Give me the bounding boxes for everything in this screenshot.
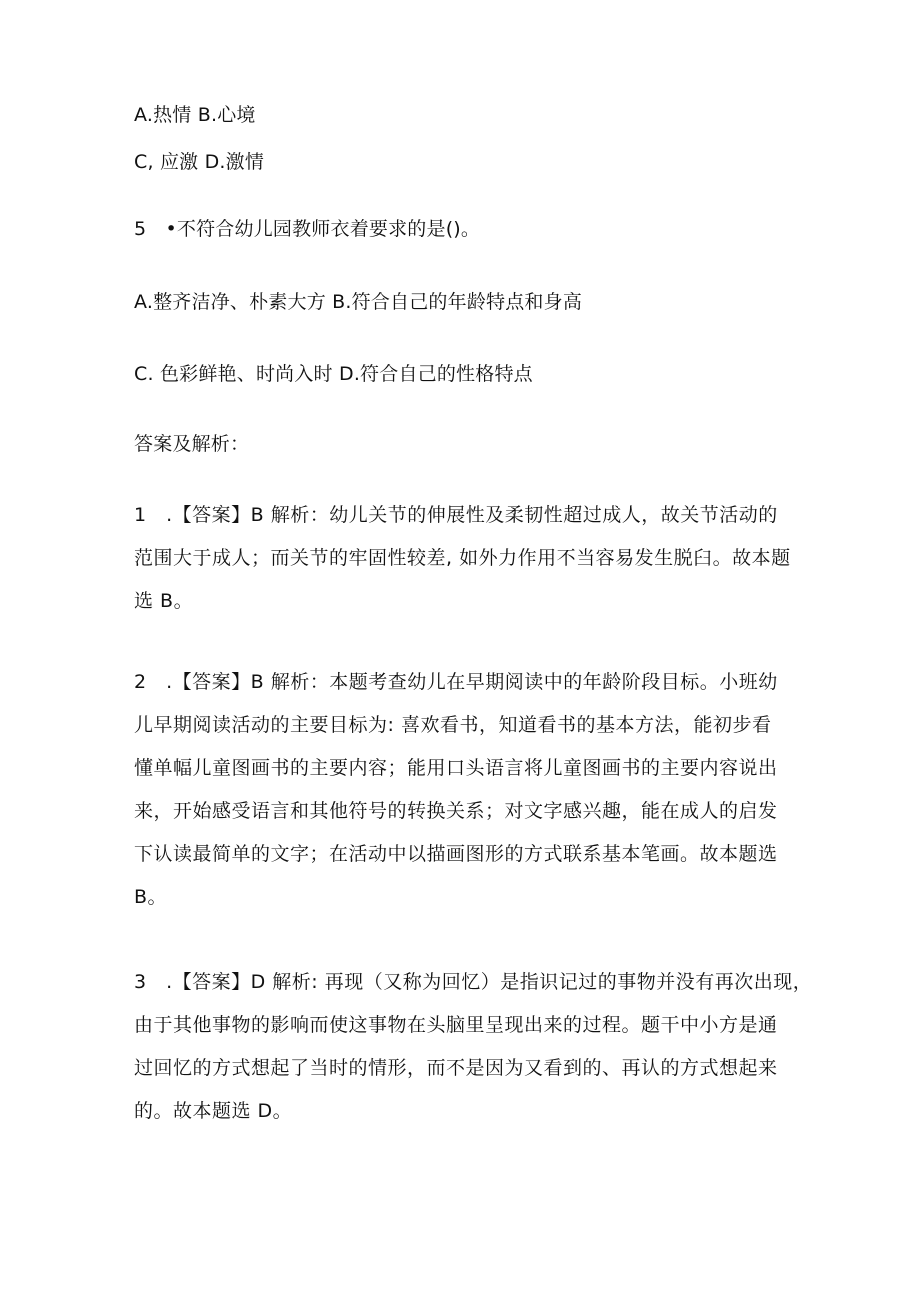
- q5-options-line1: A.整齐洁净、朴素大方 B.符合自己的年龄特点和身高: [134, 291, 583, 313]
- answer-1-line-2: 范围大于成人；而关节的牢固性较差, 如外力作用不当容易发生脱臼。故本题: [134, 547, 791, 569]
- q5-stem: 5 •不符合幼儿园教师衣着要求的是()。: [134, 218, 481, 240]
- answer-2-line-3: 懂单幅儿童图画书的主要内容；能用口头语言将儿童图画书的主要内容说出: [134, 757, 778, 779]
- q5-options-line2: C. 色彩鲜艳、时尚入时 D.符合自己的性格特点: [134, 363, 533, 385]
- answer-3-line-3: 过回忆的方式想起了当时的情形，而不是因为又看到的、再认的方式想起来: [134, 1057, 778, 1079]
- answer-3-line-4: 的。故本题选 D。: [134, 1100, 293, 1122]
- q4-options-line1: A.热情 B.心境: [134, 104, 256, 126]
- answer-2-line-2: 儿早期阅读活动的主要目标为: 喜欢看书，知道看书的基本方法，能初步看: [134, 714, 772, 736]
- answers-heading: 答案及解析：: [134, 433, 250, 455]
- answer-3: [134, 961, 813, 1133]
- answer-2-line-5: 下认读最简单的文字；在活动中以描画图形的方式联系基本笔画。故本题选: [134, 843, 778, 865]
- answer-2-line-6: B。: [134, 886, 168, 908]
- answer-3-line-1: 3 .【答案】D 解析: 再现（又称为回忆）是指识记过的事物并没有再次出现，: [134, 971, 813, 993]
- answer-1: [134, 494, 794, 623]
- answer-2-line-1: 2 .【答案】B 解析：本题考查幼儿在早期阅读中的年龄阶段目标。小班幼: [134, 671, 778, 693]
- answer-2: [134, 661, 794, 919]
- answer-1-line-3: 选 B。: [134, 590, 194, 612]
- answer-3-line-2: 由于其他事物的影响而使这事物在头脑里呈现出来的过程。题干中小方是通: [134, 1014, 778, 1036]
- answer-2-line-4: 来，开始感受语言和其他符号的转换关系；对文字感兴趣，能在成人的启发: [134, 800, 778, 822]
- q4-options-line2: C, 应激 D.激情: [134, 151, 265, 173]
- answer-1-line-1: 1 .【答案】B 解析：幼儿关节的伸展性及柔韧性超过成人，故关节活动的: [134, 504, 778, 526]
